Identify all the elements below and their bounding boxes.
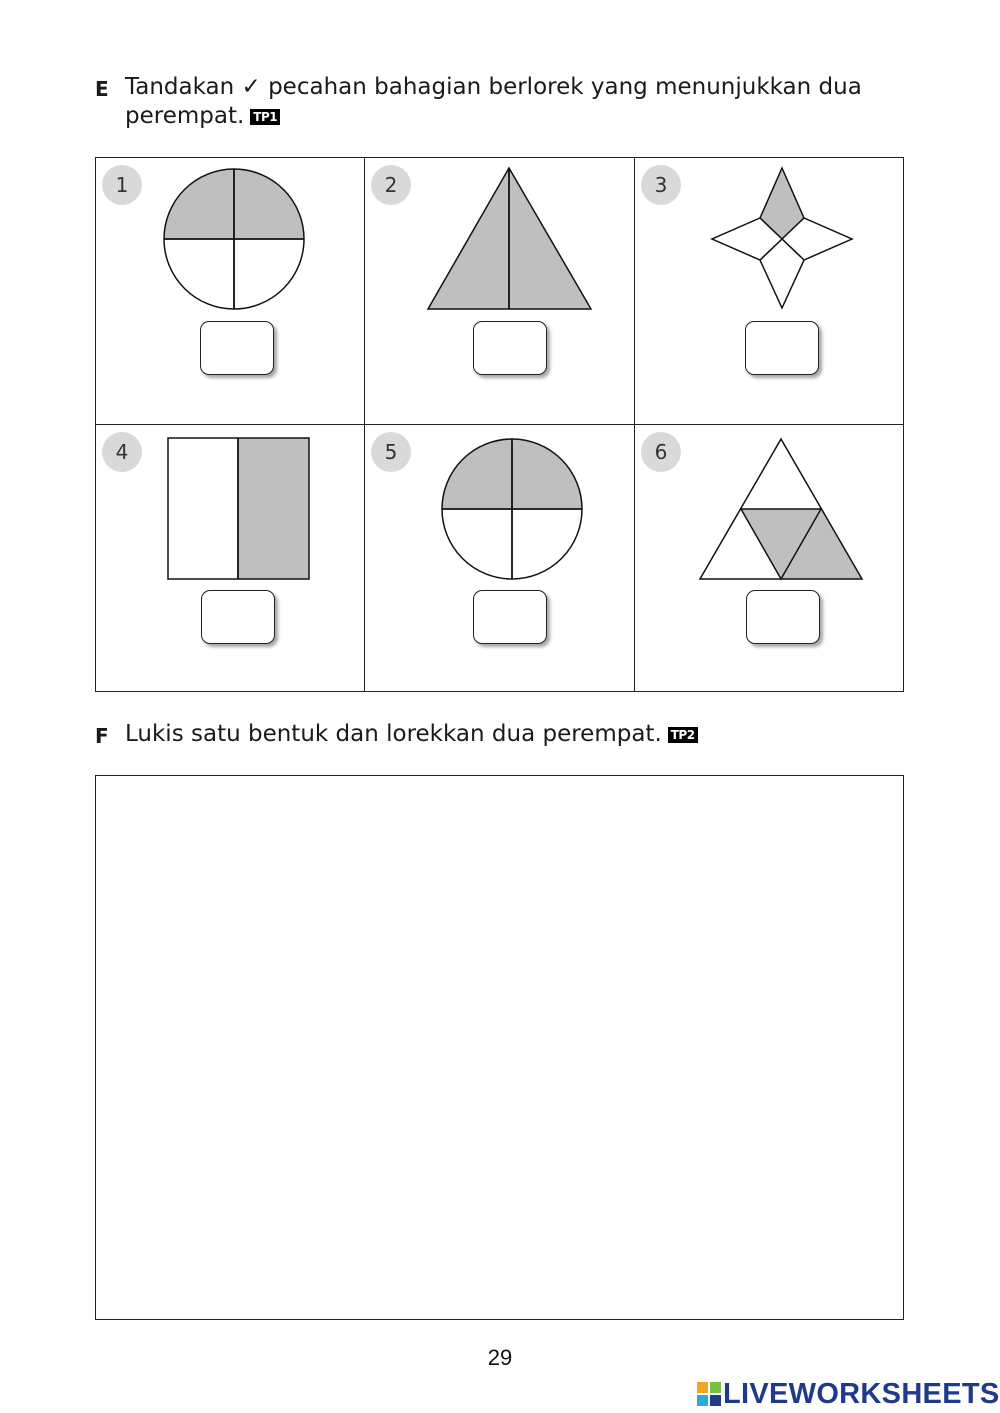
question-f-text-wrap: [125, 720, 698, 749]
answer-checkbox[interactable]: [473, 590, 547, 644]
question-e-line1: Tandakan ✓ pecahan bahagian berlorek yang menunjukkan dua: [125, 74, 862, 100]
item-4: [96, 425, 365, 691]
answer-checkbox[interactable]: [745, 321, 819, 375]
item-number: 3: [641, 165, 681, 205]
circle-quarters-shape: [365, 425, 635, 691]
question-f-letter: F: [95, 724, 109, 748]
answer-checkbox[interactable]: [473, 321, 547, 375]
brand-name: LIVEWORKSHEETS: [723, 1377, 1000, 1410]
question-f: [0, 720, 1000, 750]
question-e-line2-wrap: [125, 102, 280, 131]
triangle-halves-shape: [365, 158, 635, 425]
item-3: [635, 158, 903, 425]
circle-quarters-shape: [96, 158, 365, 425]
drawing-area[interactable]: [95, 775, 904, 1320]
tp2-badge: TP2: [668, 727, 698, 743]
question-f-text: Lukis satu bentuk dan lorekkan dua perempat.: [125, 721, 662, 747]
page-number: 29: [487, 1345, 513, 1370]
liveworksheets-logo: [697, 1377, 1000, 1411]
tp1-badge: TP1: [250, 109, 280, 125]
item-1: [96, 158, 365, 425]
triangle-quarters-shape: [635, 425, 903, 691]
item-number: 1: [102, 165, 142, 205]
item-number: 2: [371, 165, 411, 205]
item-number: 6: [641, 432, 681, 472]
answer-checkbox[interactable]: [200, 321, 274, 375]
question-e-letter: E: [95, 77, 109, 101]
item-6: [635, 425, 903, 691]
answer-checkbox[interactable]: [746, 590, 820, 644]
rectangle-halves-shape: [96, 425, 365, 691]
star-quarters-shape: [635, 158, 903, 425]
item-2: [365, 158, 635, 425]
question-e-line2: perempat.: [125, 103, 245, 129]
item-5: [365, 425, 635, 691]
logo-blocks-icon: [697, 1382, 721, 1406]
shape-grid: [95, 157, 904, 692]
question-e: [0, 73, 1000, 133]
answer-checkbox[interactable]: [201, 590, 275, 644]
item-number: 4: [102, 432, 142, 472]
item-number: 5: [371, 432, 411, 472]
